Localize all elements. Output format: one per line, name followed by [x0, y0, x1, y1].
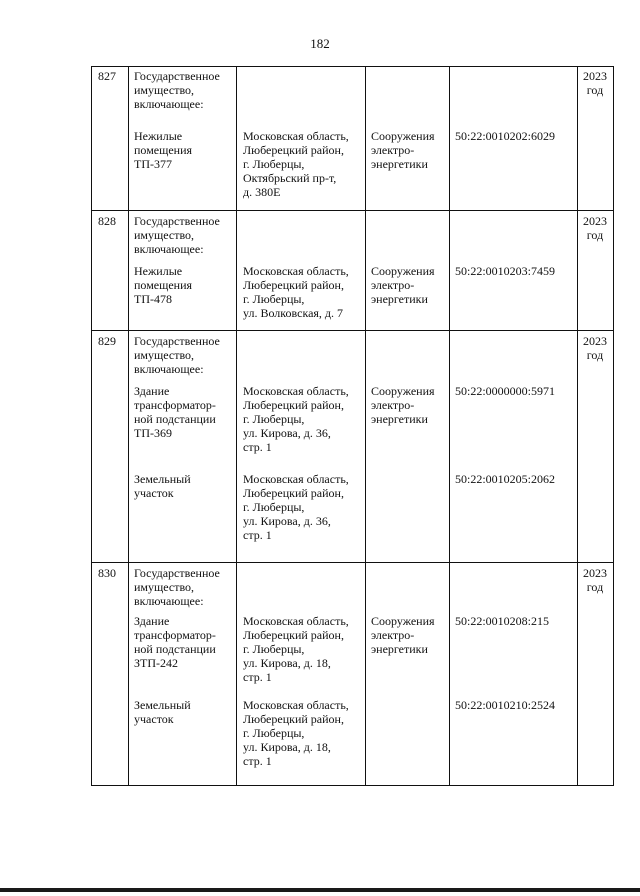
item-purpose: Сооружения электро- энергетики	[371, 129, 435, 171]
column-divider	[236, 66, 237, 786]
page-number: 182	[310, 36, 330, 51]
item-cadastral-number: 50:22:0010203:7459	[455, 264, 556, 278]
item-cadastral-number: 50:22:0010208:215	[455, 614, 550, 628]
item-name: Нежилые помещения ТП-478	[134, 264, 193, 306]
record-year: 2023 год	[583, 69, 607, 97]
scan-edge-rule	[0, 888, 640, 892]
row-divider	[91, 562, 614, 563]
table-border-left	[91, 66, 92, 786]
table-border-right	[613, 66, 614, 786]
item-name: Здание трансформатор- ной подстанции ТП-369	[134, 384, 216, 440]
item-cadastral-number: 50:22:0000000:5971	[455, 384, 556, 398]
item-address: Московская область, Люберецкий район, г. Люберцы, Октябрьский пр-т, д. 380Е	[243, 129, 349, 199]
record-number: 827	[98, 69, 116, 83]
record-header: Государственное имущество, включающее:	[134, 566, 220, 608]
item-purpose: Сооружения электро- энергетики	[371, 384, 435, 426]
item-address: Московская область, Люберецкий район, г. Люберцы, ул. Кирова, д. 18, стр. 1	[243, 614, 349, 684]
item-name: Здание трансформатор- ной подстанции ЗТП-242	[134, 614, 216, 670]
item-address: Московская область, Люберецкий район, г. Люберцы, ул. Кирова, д. 18, стр. 1	[243, 698, 349, 768]
record-header: Государственное имущество, включающее:	[134, 214, 220, 256]
item-purpose: Сооружения электро- энергетики	[371, 264, 435, 306]
item-name: Нежилые помещения ТП-377	[134, 129, 193, 171]
row-divider	[91, 785, 614, 786]
row-divider	[91, 210, 614, 211]
item-purpose: Сооружения электро- энергетики	[371, 614, 435, 656]
record-header: Государственное имущество, включающее:	[134, 334, 220, 376]
item-cadastral-number: 50:22:0010210:2524	[455, 698, 556, 712]
record-number: 828	[98, 214, 116, 228]
record-number: 830	[98, 566, 116, 580]
item-cadastral-number: 50:22:0010202:6029	[455, 129, 556, 143]
item-address: Московская область, Люберецкий район, г. Люберцы, ул. Кирова, д. 36, стр. 1	[243, 384, 349, 454]
record-number: 829	[98, 334, 116, 348]
column-divider	[365, 66, 366, 786]
property-table	[91, 66, 614, 786]
item-address: Московская область, Люберецкий район, г. Люберцы, ул. Волковская, д. 7	[243, 264, 349, 320]
item-name: Земельный участок	[134, 472, 191, 500]
item-cadastral-number: 50:22:0010205:2062	[455, 472, 556, 486]
record-year: 2023 год	[583, 214, 607, 242]
column-divider	[449, 66, 450, 786]
column-divider	[128, 66, 129, 786]
record-year: 2023 год	[583, 566, 607, 594]
column-divider	[577, 66, 578, 786]
item-address: Московская область, Люберецкий район, г. Люберцы, ул. Кирова, д. 36, стр. 1	[243, 472, 349, 542]
record-year: 2023 год	[583, 334, 607, 362]
row-divider	[91, 330, 614, 331]
item-name: Земельный участок	[134, 698, 191, 726]
record-header: Государственное имущество, включающее:	[134, 69, 220, 111]
row-divider	[91, 66, 614, 67]
